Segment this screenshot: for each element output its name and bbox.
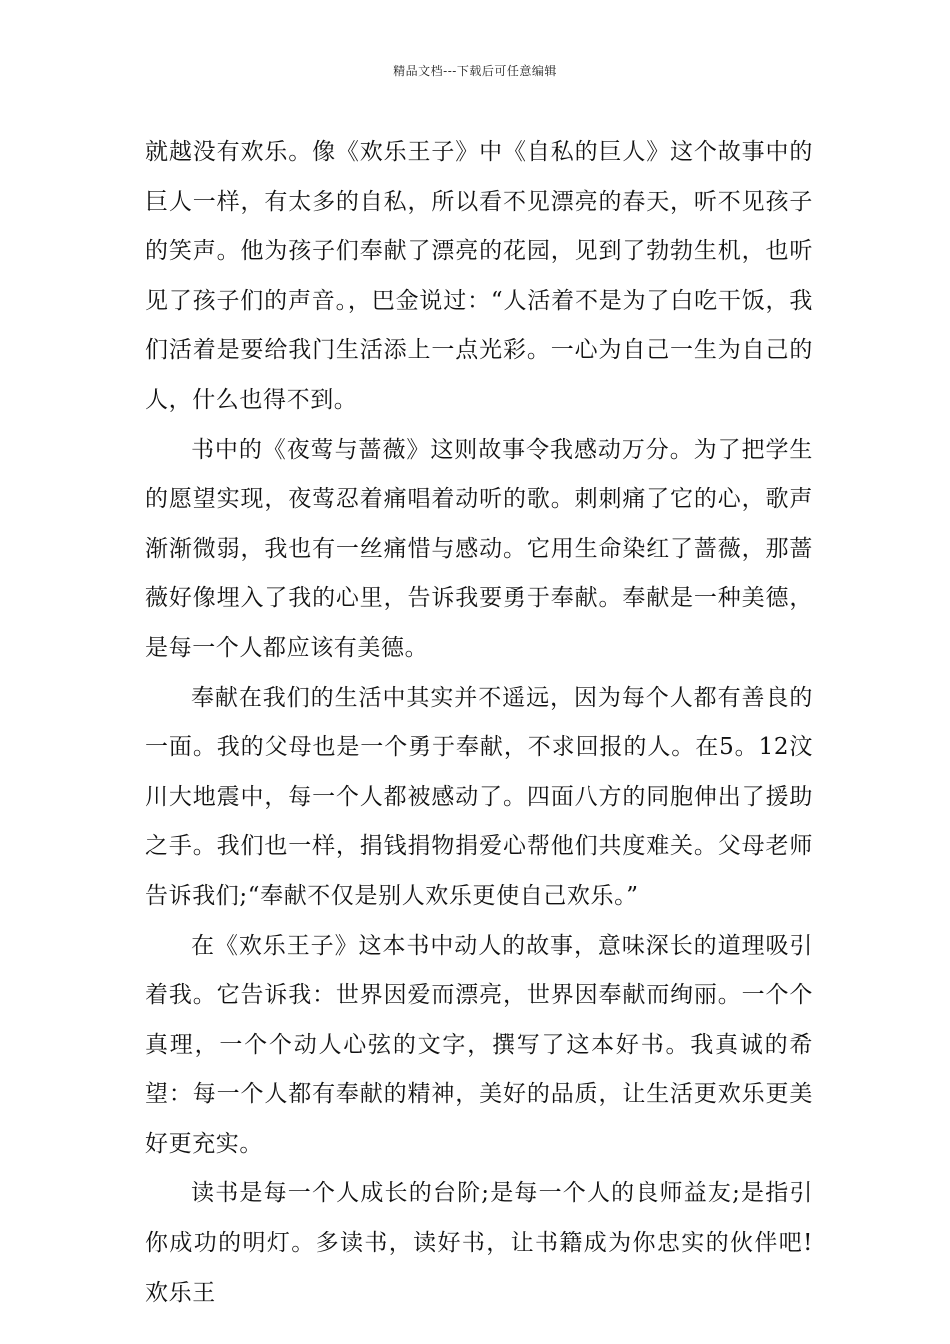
document-body <box>145 128 813 1318</box>
paragraph-2: 书中的《夜莺与蔷薇》这则故事令我感动万分。为了把学生的愿望实现，夜莺忍着痛唱着动听的歌。刺刺痛了它的心，歌声渐渐微弱，我也有一丝痛惜与感动。它用生命染红了蔷薇，那蔷薇好像埋入了我的心里，告诉我要勇于奉献。奉献是一种美德，是每一个人都应该有美德。 <box>145 436 813 661</box>
paragraph-5: 读书是每一个人成长的台阶;是每一个人的良师益友;是指引你成功的明灯。多读书，读好书，让书籍成为你忠实的伙伴吧!欢乐王 <box>145 1180 813 1306</box>
page-header: 精品文档---下载后可任意编辑 <box>393 64 557 78</box>
paragraph-4: 在《欢乐王子》这本书中动人的故事，意味深长的道理吸引着我。它告诉我：世界因爱而漂亮，世界因奉献而绚丽。一个个真理，一个个动人心弦的文字，撰写了这本好书。我真诚的希望：每一个人都有奉献的精神，美好的品质，让生活更欢乐更美好更充实。 <box>145 932 813 1157</box>
paragraph-3: 奉献在我们的生活中其实并不遥远，因为每个人都有善良的一面。我的父母也是一个勇于奉献，不求回报的人。在5。12汶川大地震中，每一个人都被感动了。四面八方的同胞伸出了援助之手。我们也一样，捐钱捐物捐爱心帮他们共度难关。父母老师告诉我们;“奉献不仅是别人欢乐更使自己欢乐。” <box>145 684 813 909</box>
paragraph-1: 就越没有欢乐。像《欢乐王子》中《自私的巨人》这个故事中的巨人一样，有太多的自私，所以看不见漂亮的春天，听不见孩子的笑声。他为孩子们奉献了漂亮的花园，见到了勃勃生机，也听见了孩子们的声音。，巴金说过：“人活着不是为了白吃干饭，我们活着是要给我门生活添上一点光彩。一心为自己一生为自己的人，什么也得不到。 <box>145 139 813 413</box>
